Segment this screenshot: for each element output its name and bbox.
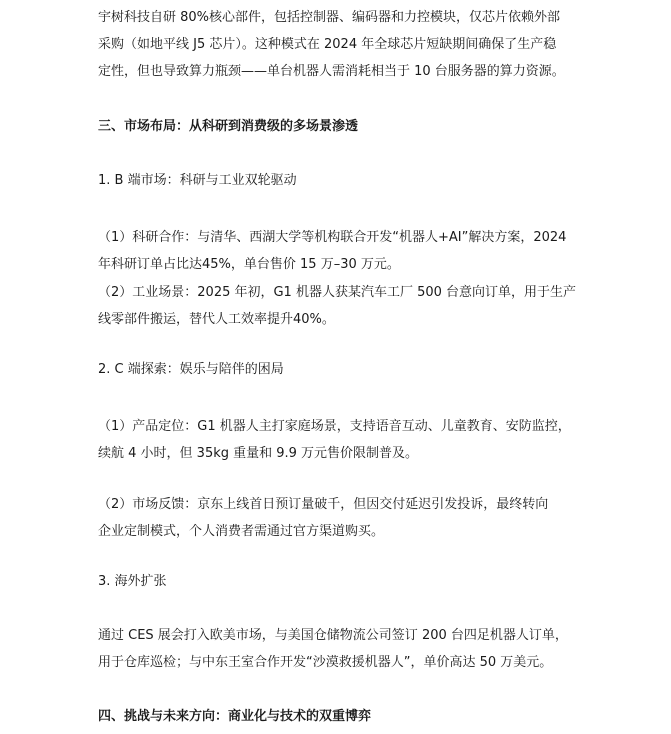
text-line: 用于仓库巡检；与中东王室合作开发“沙漠救援机器人”，单价高达 50 万美元。	[98, 655, 553, 670]
text-line: 年科研订单占比达45%，单台售价 15 万–30 万元。	[98, 257, 400, 272]
heading-text: 四、挑战与未来方向：商业化与技术的双重博弈	[98, 709, 372, 724]
subheading-b-market	[98, 167, 584, 194]
text-line: 企业定制模式，个人消费者需通过官方渠道购买。	[98, 524, 385, 539]
subheading-text: 1. B 端市场：科研与工业双轮驱动	[98, 173, 297, 188]
text-line: 宇树科技自研 80%核心部件，包括控制器、编码器和力控模块，仅芯片依赖外部	[98, 10, 561, 25]
text-line: 通过 CES 展会打入欧美市场，与美国仓储物流公司签订 200 台四足机器人订单，	[98, 628, 568, 643]
text-line: （2）市场反馈：京东上线首日预订量破千，但因交付延迟引发投诉，最终转向	[98, 497, 549, 512]
paragraph-overseas	[98, 622, 584, 676]
paragraph-positioning	[98, 413, 584, 467]
subheading-overseas	[98, 568, 584, 595]
paragraph-research	[98, 224, 584, 278]
section-heading-market-layout	[98, 113, 584, 140]
text-line: （2）工业场景：2025 年初，G1 机器人获某汽车工厂 500 台意向订单，用于生产	[98, 285, 577, 300]
text-line: 续航 4 小时，但 35kg 重量和 9.9 万元售价限制普及。	[98, 446, 419, 461]
subheading-text: 3. 海外扩张	[98, 574, 167, 589]
text-line: 采购（如地平线 J5 芯片）。这种模式在 2024 年全球芯片短缺期间确保了生产稳	[98, 37, 557, 52]
text-line: 定性，但也导致算力瓶颈——单台机器人需消耗相当于 10 台服务器的算力资源。	[98, 64, 565, 79]
text-line: （1）产品定位：G1 机器人主打家庭场景，支持语音互动、儿童教育、安防监控，	[98, 419, 571, 434]
subheading-c-market	[98, 356, 584, 383]
paragraph-feedback	[98, 491, 584, 545]
section-heading-challenges	[98, 703, 584, 730]
text-line: 线零部件搬运，替代人工效率提升40%。	[98, 312, 335, 327]
paragraph-industry	[98, 279, 584, 333]
subheading-text: 2. C 端探索：娱乐与陪伴的困局	[98, 362, 284, 377]
text-line: （1）科研合作：与清华、西湖大学等机构联合开发“机器人+AI”解决方案，2024	[98, 230, 567, 245]
intro-paragraph	[98, 4, 584, 85]
heading-text: 三、市场布局：从科研到消费级的多场景渗透	[98, 119, 359, 134]
